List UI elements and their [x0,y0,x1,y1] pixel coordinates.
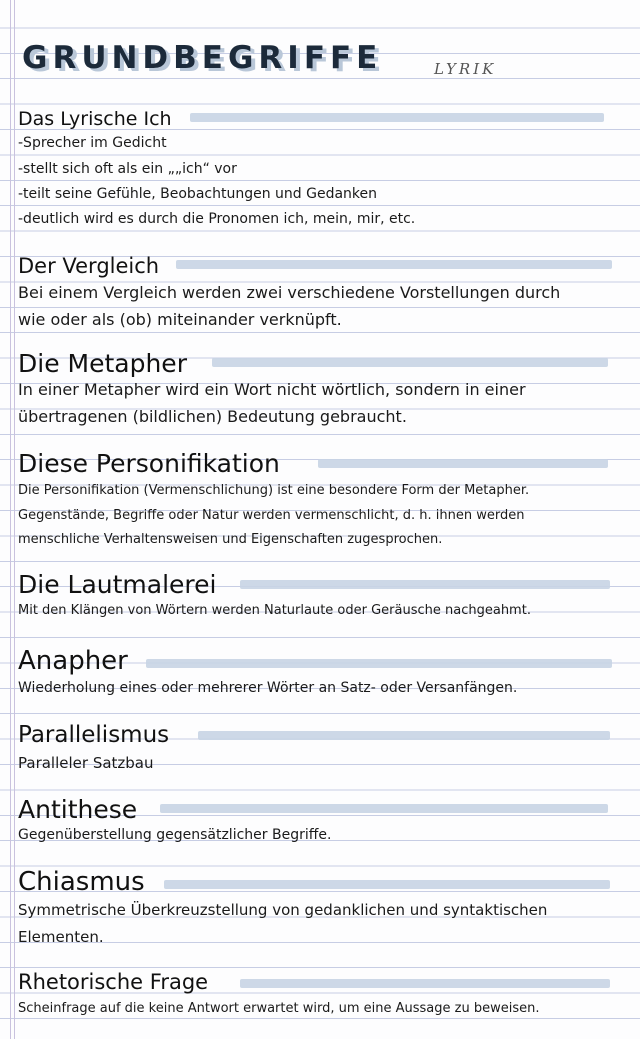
term-description-line: wie oder als (ob) miteinander verknüpft. [18,310,342,329]
term-description-line: Gegenstände, Begriffe oder Natur werden vermenschlicht, d. h. ihnen werden [18,508,525,523]
term-heading: Parallelismus [18,722,170,748]
term-heading: Anapher [18,646,128,676]
term-highlight [146,659,612,668]
term-description-line: Die Personifikation (Vermenschlichung) ist eine besondere Form der Metapher. [18,483,530,498]
term-description-line: Symmetrische Überkreuzstellung von gedanklichen und syntaktischen [18,901,548,919]
term-highlight [318,459,608,468]
page-title: GRUNDBEGRIFFE [22,40,383,76]
term-description-line: Elementen. [18,928,104,946]
term-description-line: übertragenen (bildlichen) Bedeutung gebraucht. [18,407,407,426]
term-highlight [160,804,608,813]
term-heading: Diese Personifikation [18,449,280,478]
page-subtitle: LYRIK [434,60,497,78]
term-highlight [164,880,610,889]
term-description-line: Bei einem Vergleich werden zwei verschiedene Vorstellungen durch [18,283,561,302]
term-heading: Antithese [18,795,138,824]
term-description-line: -stellt sich oft als ein „„ich“ vor [18,161,237,177]
term-heading: Das Lyrische Ich [18,108,172,130]
term-highlight [240,580,610,589]
margin-line [14,0,15,1039]
term-highlight [212,358,608,367]
term-description-line: Scheinfrage auf die keine Antwort erwartet wird, um eine Aussage zu beweisen. [18,1001,540,1016]
term-highlight [176,260,612,269]
term-description-line: -Sprecher im Gedicht [18,135,167,151]
term-heading: Die Metapher [18,349,187,378]
term-heading: Rhetorische Frage [18,970,209,994]
term-description-line: -deutlich wird es durch die Pronomen ich, mein, mir, etc. [18,211,416,227]
term-highlight [190,113,604,122]
term-description-line: menschliche Verhaltensweisen und Eigenschaften zugesprochen. [18,532,443,547]
term-description-line: Paralleler Satzbau [18,754,154,772]
term-highlight [240,979,610,988]
term-description-line: -teilt seine Gefühle, Beobachtungen und Gedanken [18,186,378,202]
term-description-line: In einer Metapher wird ein Wort nicht wörtlich, sondern in einer [18,380,526,399]
term-heading: Chiasmus [18,867,145,897]
term-heading: Der Vergleich [18,254,160,278]
term-description-line: Mit den Klängen von Wörtern werden Naturlaute oder Geräusche nachgeahmt. [18,603,531,618]
term-heading: Die Lautmalerei [18,570,217,599]
margin-line [10,0,11,1039]
term-highlight [198,731,610,740]
term-description-line: Gegenüberstellung gegensätzlicher Begriffe. [18,827,332,843]
term-description-line: Wiederholung eines oder mehrerer Wörter an Satz- oder Versanfängen. [18,680,518,696]
